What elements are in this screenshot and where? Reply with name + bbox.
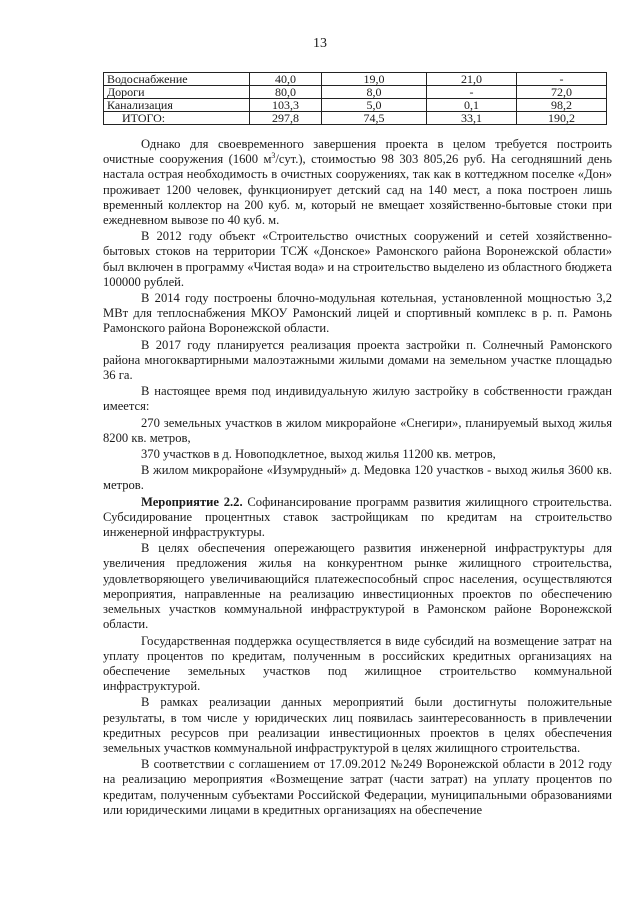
table-cell: ИТОГО:	[104, 112, 250, 125]
body-text	[103, 137, 612, 818]
paragraph: В 2017 году планируется реализация проекта застройки п. Солнечный Рамонского района многоквартирными малоэтажными жилыми домами на земельном участке площадью 36 га.	[103, 337, 612, 383]
paragraph: В настоящее время под индивидуальную жилую застройку в собственности граждан имеется:	[103, 384, 612, 414]
paragraph: В жилом микрорайоне «Изумрудный» д. Медовка 120 участков - выход жилья 3600 кв. метров.	[103, 463, 612, 493]
table-row	[104, 73, 607, 86]
table-cell: 8,0	[322, 86, 427, 99]
measure-title: Мероприятие 2.2.	[141, 494, 243, 509]
table-cell: 0,1	[427, 99, 517, 112]
paragraph: 270 земельных участков в жилом микрорайоне «Снегири», планируемый выход жилья 8200 кв. метров,	[103, 415, 612, 445]
table-cell: 40,0	[250, 73, 322, 86]
table-cell: -	[517, 73, 607, 86]
table-cell: 297,8	[250, 112, 322, 125]
table-row-total	[104, 112, 607, 125]
paragraph: В соответствии с соглашением от 17.09.2012 №249 Воронежской области в 2012 году на реализацию мероприятия «Возмещение затрат (части затрат) на уплату процентов по кредитам, полученным субъектами Российской Федерации, муниципальными образованиями или юридическими лицами в кредитных организациях на обеспечение	[103, 757, 612, 817]
table-cell: Водоснабжение	[104, 73, 250, 86]
table-cell: 21,0	[427, 73, 517, 86]
table-cell: 72,0	[517, 86, 607, 99]
table-cell: 5,0	[322, 99, 427, 112]
paragraph: В целях обеспечения опережающего развития инженерной инфраструктуры для увеличения предложения жилья на конкурентном рынке жилищного строительства, удовлетворяющего увеличивающийся платежеспособный спрос населения, осуществляются мероприятия, направленные на реализацию инвестиционных проектов по обеспечению земельных участков коммунальной инфраструктурой в Рамонском районе Воронежской области.	[103, 541, 612, 632]
budget-table	[103, 72, 607, 125]
paragraph: В 2012 году объект «Строительство очистных сооружений и сетей хозяйственно-бытовых стоков на территории ТСЖ «Донское» Рамонского района Воронежской области» был включен в программу «Чистая вода» и на строительство выделено из областного бюджета 100000 рублей.	[103, 229, 612, 289]
table-cell: 33,1	[427, 112, 517, 125]
table-cell: 190,2	[517, 112, 607, 125]
table-cell: 103,3	[250, 99, 322, 112]
paragraph: Мероприятие 2.2. Софинансирование программ развития жилищного строительства. Субсидирование процентных ставок застройщикам по кредитам на строительство инженерной инфраструктуры.	[103, 494, 612, 540]
table-cell: 74,5	[322, 112, 427, 125]
paragraph: В 2014 году построены блочно-модульная котельная, установленной мощностью 3,2 МВт для теплоснабжения МКОУ Рамонский лицей и спортивный комплекс в р. п. Рамонь Рамонского района Воронежской области.	[103, 291, 612, 336]
paragraph: Государственная поддержка осуществляется в виде субсидий на возмещение затрат на уплату процентов по кредитам, полученным в российских кредитных организациях на обеспечение земельных участков под жилищное строительство коммунальной инфраструктурой.	[103, 633, 612, 694]
page-number: 13	[313, 36, 327, 51]
table-cell: Канализация	[104, 99, 250, 112]
table-cell: 19,0	[322, 73, 427, 86]
paragraph: В рамках реализации данных мероприятий были достигнуты положительные результаты, в том числе у юридических лиц появилась заинтересованность в привлечении кредитных ресурсов при реализации инвестиционных проектов в целях обеспечения земельных участков коммунальной инфраструктурой в целях жилищного строительства.	[103, 695, 612, 755]
table-cell: Дороги	[104, 86, 250, 99]
table-cell: 80,0	[250, 86, 322, 99]
paragraph: Однако для своевременного завершения проекта в целом требуется построить очистные сооружения (1600 $м^3/сут$.), стоимостью 98 303 805,26 руб. На сегодняшний день настала острая необходимость в очистных сооружениях, так как в коттеджном поселке «Дон» проживает 1200 человек, функционирует детский сад на 140 мест, а пока построен лишь временный коллектор на 200 куб. м, который не вмещает хозяйственно-бытовые стоки при ежедневном вывозе по 40 куб. м.	[103, 137, 612, 228]
table-row	[104, 99, 607, 112]
table-row	[104, 86, 607, 99]
table-cell: -	[427, 86, 517, 99]
table-cell: 98,2	[517, 99, 607, 112]
paragraph: 370 участков в д. Новоподклетное, выход жилья 11200 кв. метров,	[141, 447, 496, 462]
